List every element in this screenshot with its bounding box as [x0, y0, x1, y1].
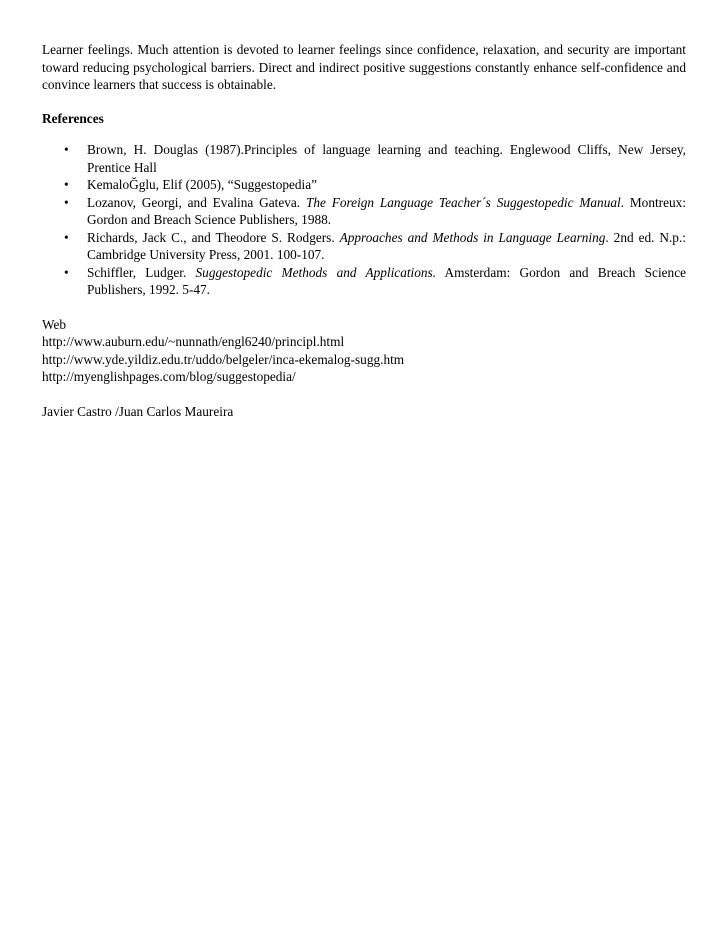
reference-title: The Foreign Language Teacher´s Suggestopedic Manual	[305, 194, 621, 210]
reference-title: Suggestopedic Methods and Applications.	[195, 264, 437, 280]
reference-text: Brown, H. Douglas (1987).Principles of language learning and teaching. Englewood Cliffs, New Jersey, Prentice Hall	[87, 142, 686, 175]
bullet-icon: •	[64, 177, 69, 192]
web-link[interactable]: http://www.yde.yildiz.edu.tr/uddo/belgeler/inca-ekemalog-sugg.htm	[42, 351, 405, 367]
bullet-icon: •	[64, 194, 69, 210]
reference-item	[42, 141, 686, 176]
author-line: Javier Castro /Juan Carlos Maureira	[42, 403, 234, 419]
bullet-icon: •	[64, 142, 69, 157]
reference-text: Lozanov, Georgi, and Evalina Gateva.	[87, 194, 306, 210]
references-heading: References	[42, 110, 104, 126]
reference-text: Schiffler, Ludger.	[87, 264, 196, 280]
reference-text: KemaloĞglu, Elif (2005), “Suggestopedia”	[87, 177, 318, 192]
reference-text: Richards, Jack C., and Theodore S. Rodgers.	[87, 229, 340, 245]
intro-paragraph: Learner feelings. Much attention is devoted to learner feelings since confidence, relaxation, and security are important toward reducing psychological barriers. Direct and indirect positive suggestions constantly enhance self-confidence and convince learners that success is obtainable.	[42, 42, 686, 92]
web-section	[42, 316, 686, 386]
document-page	[42, 41, 686, 420]
reference-text-end: . Montreux: Gordon and Breach Science Publishers, 1988.	[87, 194, 686, 227]
reference-item	[42, 194, 686, 229]
reference-text-end: Amsterdam: Gordon and Breach Science Publishers, 1992. 5-47.	[87, 264, 686, 297]
reference-text-end: . 2nd ed. N.p.: Cambridge University Press, 2001. 100-107.	[87, 229, 686, 262]
reference-title: Approaches and Methods in Language Learning	[339, 229, 606, 245]
reference-item	[42, 176, 686, 194]
web-label: Web	[42, 316, 67, 332]
reference-item	[42, 264, 686, 299]
reference-item	[42, 229, 686, 264]
references-list	[42, 141, 686, 299]
web-link[interactable]: http://myenglishpages.com/blog/suggestopedia/	[42, 369, 296, 384]
bullet-icon: •	[64, 229, 69, 245]
web-link[interactable]: http://www.auburn.edu/~nunnath/engl6240/principl.html	[42, 334, 345, 349]
bullet-icon: •	[64, 264, 69, 280]
